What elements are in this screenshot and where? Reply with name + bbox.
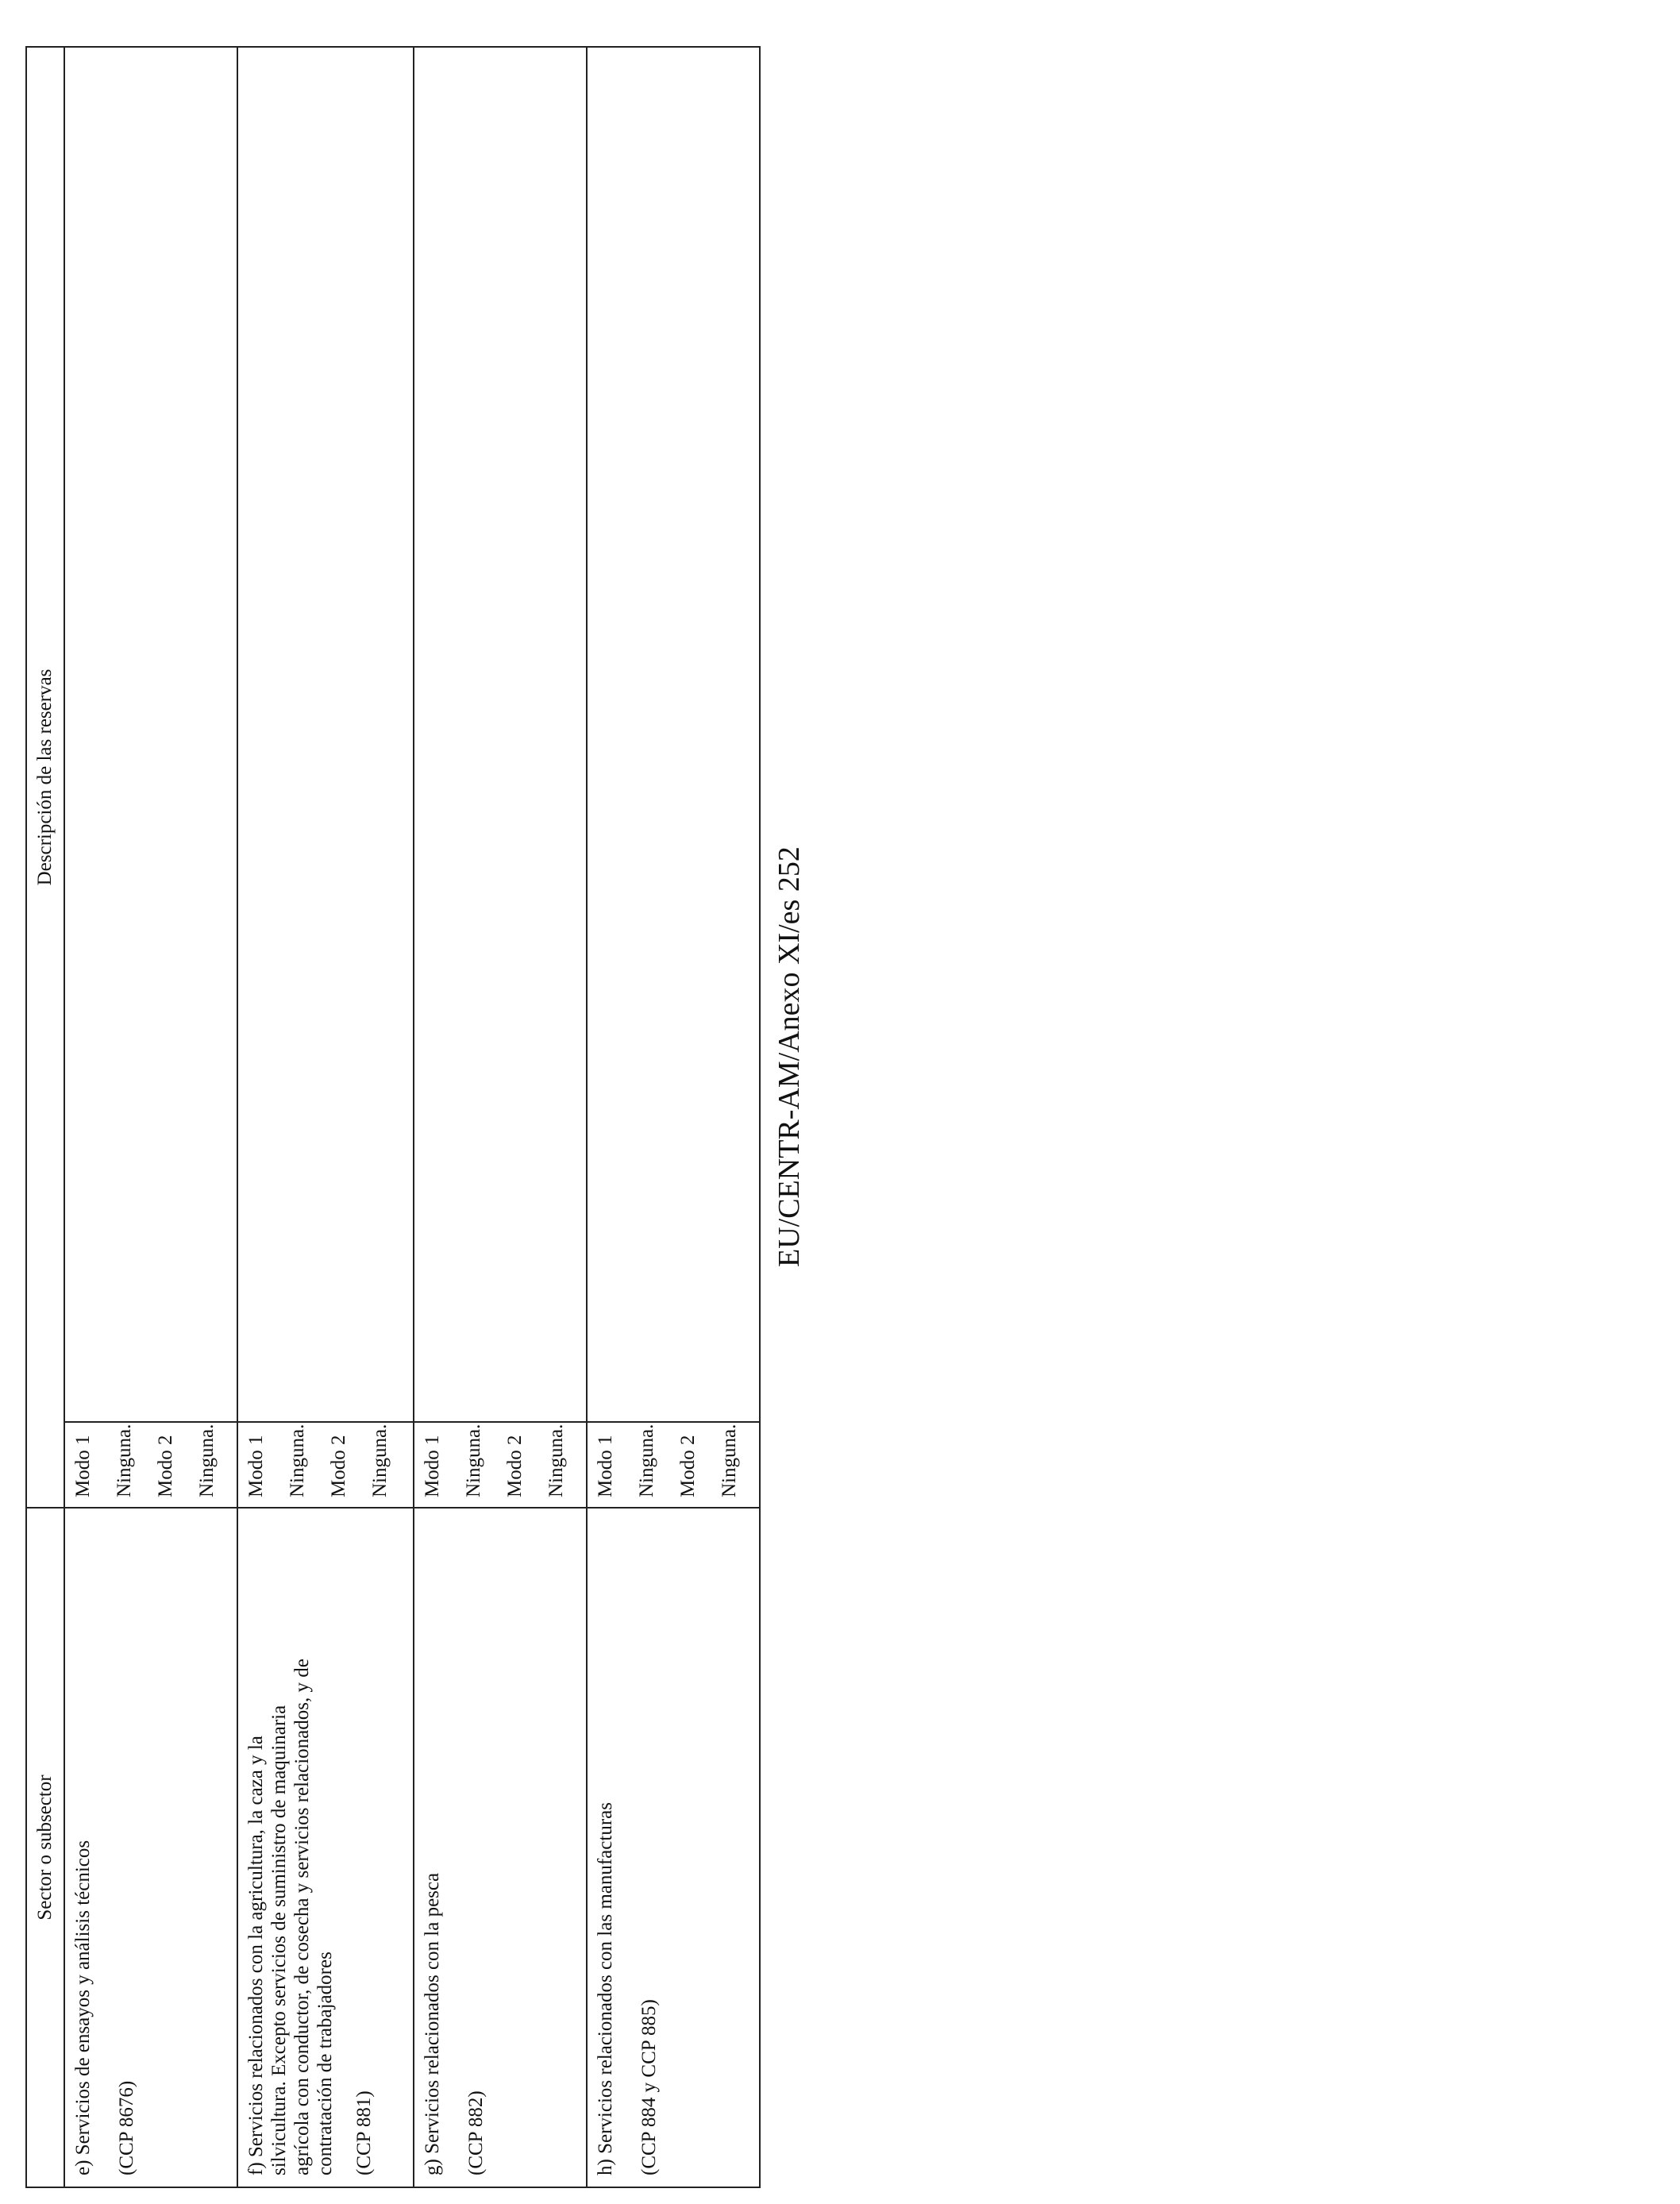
table-row	[237, 47, 414, 2187]
mode-value: Ninguna.	[636, 1424, 657, 1497]
sector-cell	[237, 1508, 414, 2187]
sector-name: g) Servicios relacionados con la pesca	[422, 1872, 443, 2175]
mode-list	[414, 1421, 586, 1507]
page-footer: EU/CENTR-AM/Anexo XI/es 252	[773, 846, 806, 1267]
sector-code: (CCP 8676)	[116, 2080, 137, 2175]
mode-label: Modo 1	[422, 1435, 443, 1497]
description-cell	[587, 47, 760, 1508]
mode-label: Modo 2	[155, 1435, 176, 1497]
sector-code: (CCP 882)	[465, 2090, 487, 2175]
mode-list	[65, 1421, 237, 1507]
table-row	[587, 47, 760, 2187]
mode-label: Modo 2	[504, 1435, 526, 1497]
header-sector: Sector o subsector	[26, 1508, 64, 2187]
mode-value: Ninguna.	[287, 1424, 308, 1497]
rotated-page	[25, 25, 823, 2204]
sector-name: e) Servicios de ensayos y análisis técnicos	[72, 1840, 94, 2175]
mode-label: Modo 1	[245, 1435, 267, 1497]
sector-code: (CCP 881)	[353, 2090, 375, 2175]
mode-label: Modo 1	[595, 1435, 616, 1497]
mode-list	[588, 1421, 759, 1507]
description-cell	[64, 47, 237, 1508]
mode-label: Modo 2	[328, 1435, 349, 1497]
mode-label: Modo 2	[677, 1435, 699, 1497]
header-description: Descripción de las reservas	[26, 47, 64, 1508]
description-cell	[414, 47, 587, 1508]
sector-cell	[64, 1508, 237, 2187]
sector-name: f) Servicios relacionados con la agricultura, la caza y la silvicultura. Excepto servicios de suministro de maquinaria agrícola con conductor, de cosecha y servicios relacionados, y de contratación de trabajadores	[245, 1659, 336, 2175]
mode-value: Ninguna.	[369, 1424, 391, 1497]
mode-list	[238, 1421, 413, 1507]
mode-value: Ninguna.	[545, 1424, 567, 1497]
sector-code: (CCP 884 y CCP 885)	[638, 1999, 660, 2175]
mode-label: Modo 1	[72, 1435, 94, 1497]
sector-cell	[414, 1508, 587, 2187]
mode-value: Ninguna.	[196, 1424, 218, 1497]
reservations-table	[25, 46, 761, 2188]
description-cell	[237, 47, 414, 1508]
table-row	[64, 47, 237, 2187]
sector-cell	[587, 1508, 760, 2187]
mode-value: Ninguna.	[114, 1424, 135, 1497]
mode-value: Ninguna.	[719, 1424, 740, 1497]
sector-name: h) Servicios relacionados con las manufacturas	[595, 1802, 616, 2175]
table-header-row	[26, 47, 64, 2187]
table-row	[414, 47, 587, 2187]
mode-value: Ninguna.	[463, 1424, 484, 1497]
